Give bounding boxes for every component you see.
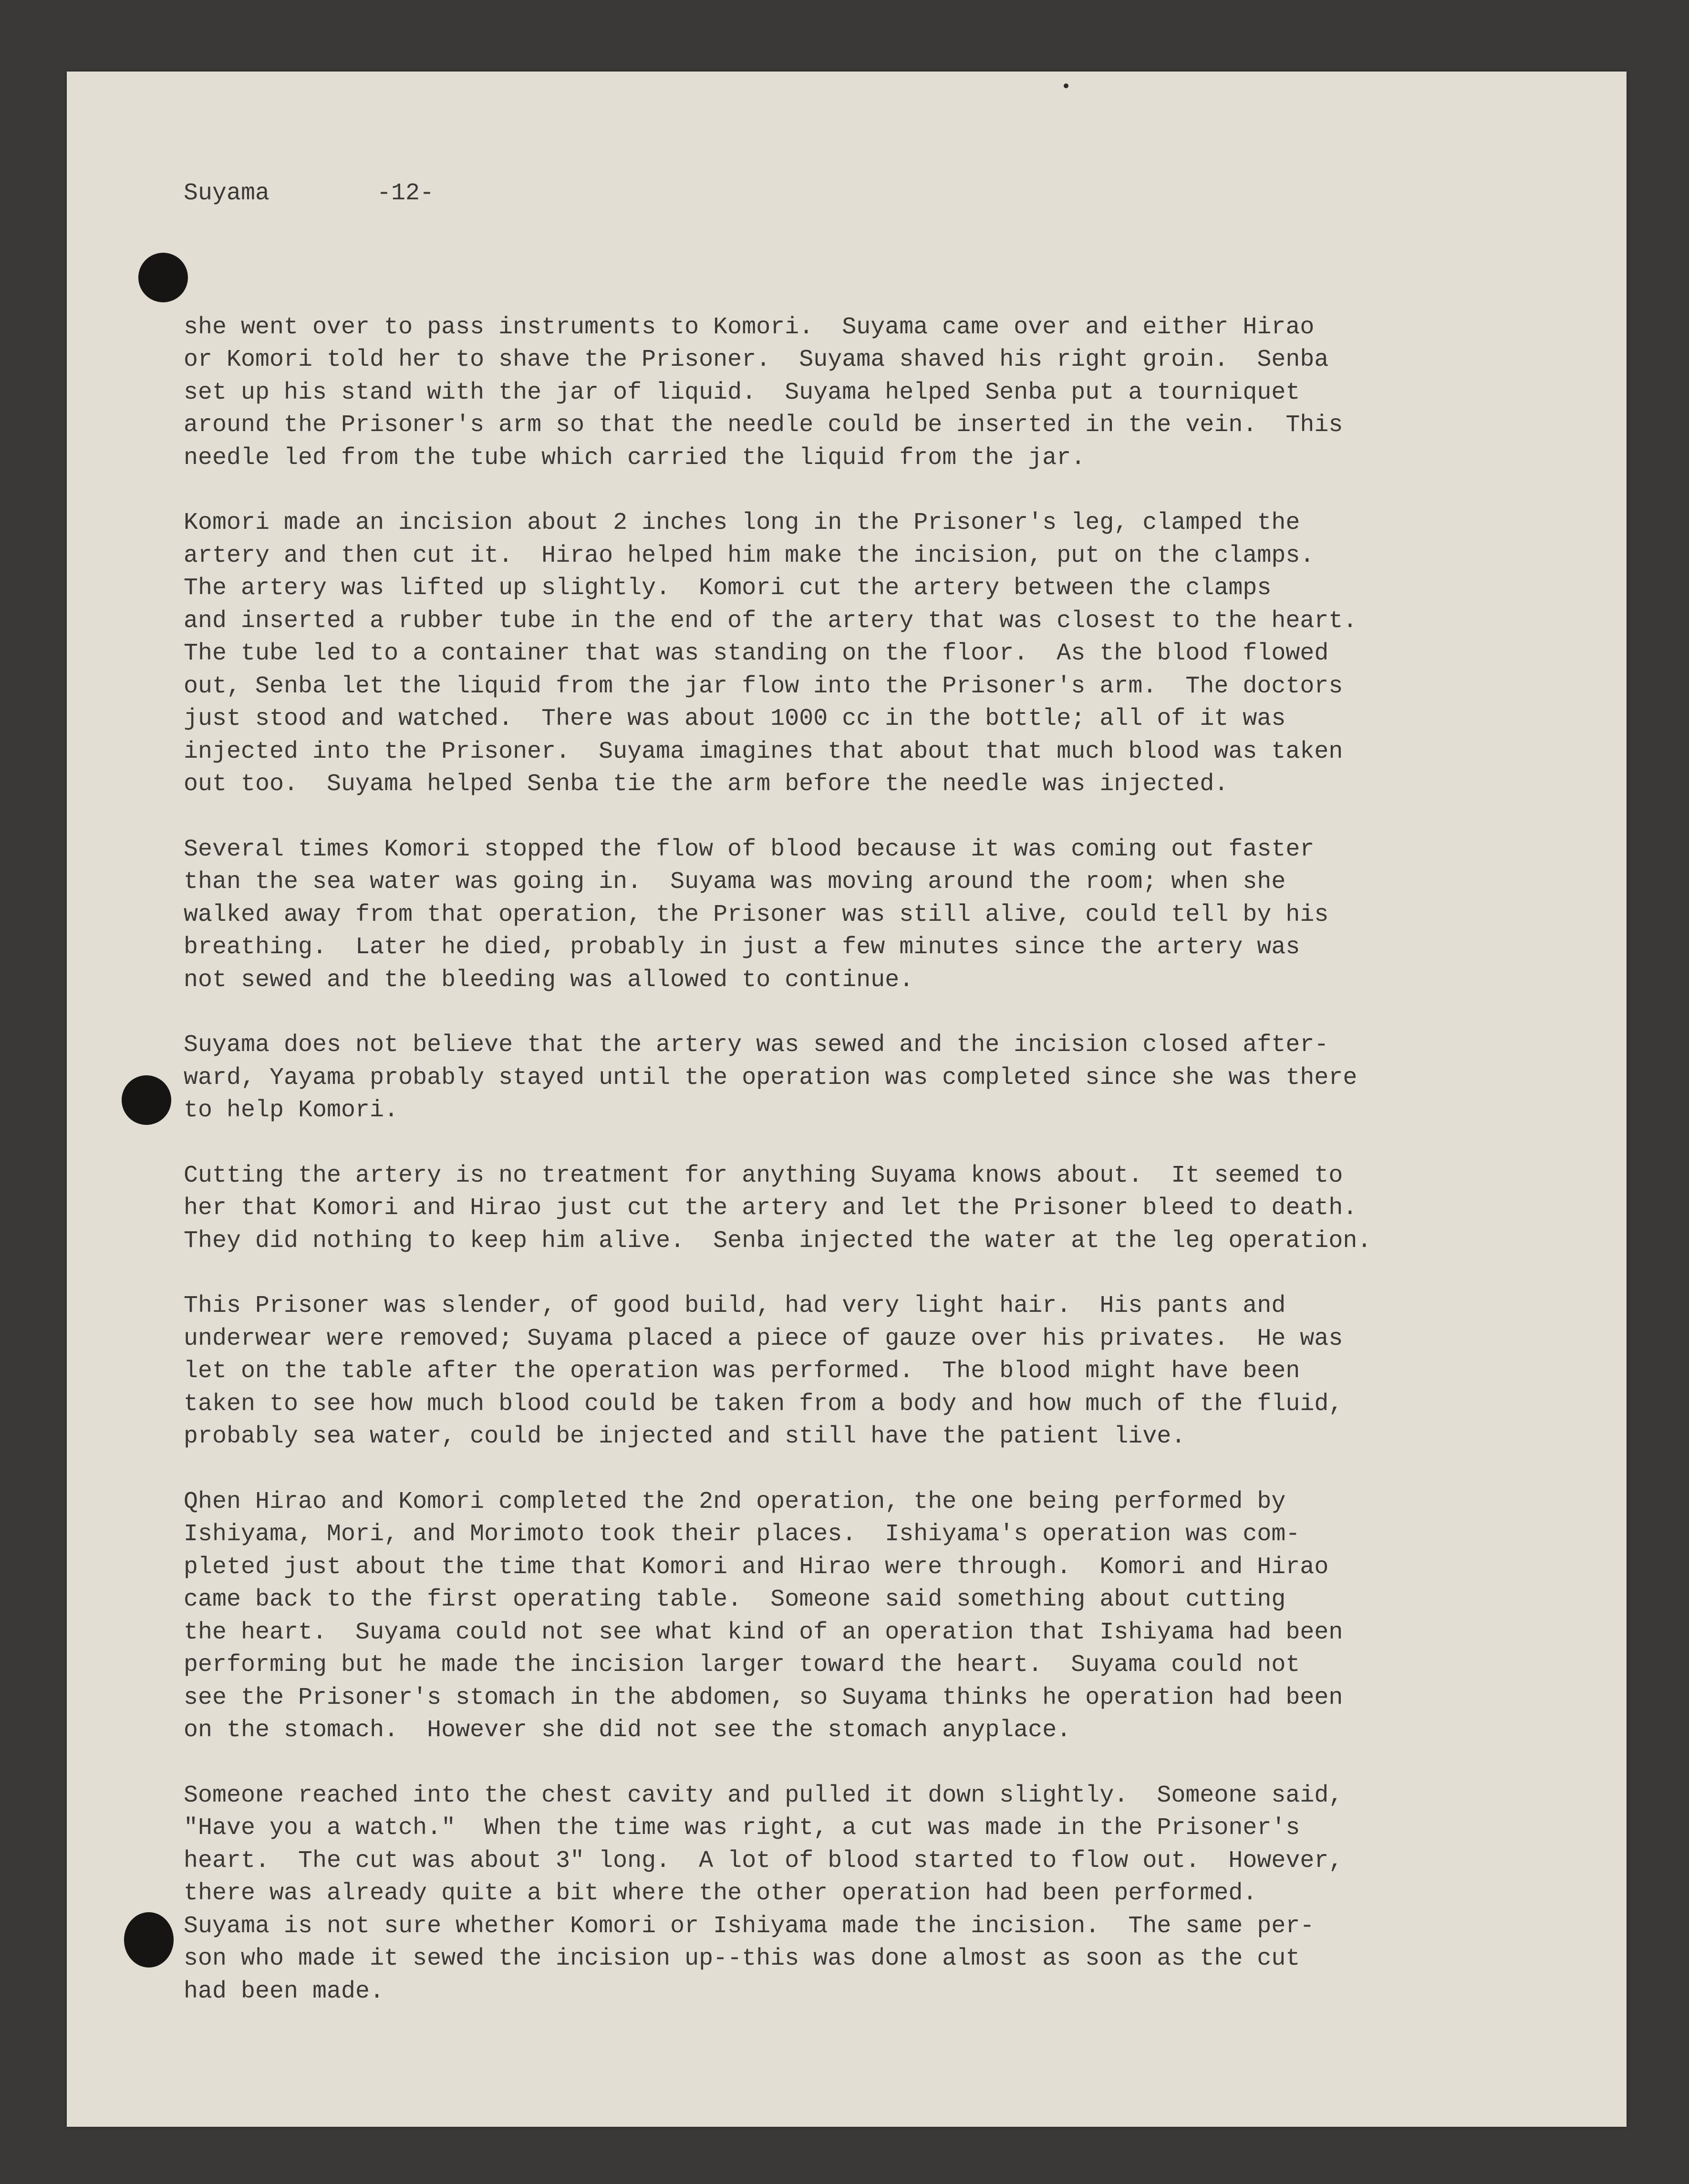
text-line: Cutting the artery is no treatment for anything Suyama knows about. It seemed to	[184, 1162, 1343, 1189]
text-line: pleted just about the time that Komori and Hirao were through. Komori and Hirao	[184, 1553, 1329, 1581]
text-line: to help Komori.	[184, 1097, 399, 1124]
text-line: her that Komori and Hirao just cut the artery and let the Prisoner bleed to death.	[184, 1195, 1357, 1222]
paragraph	[184, 1290, 1610, 1453]
paragraph	[184, 834, 1610, 997]
text-line: breathing. Later he died, probably in just a few minutes since the artery was	[184, 934, 1300, 961]
text-line: "Have you a watch." When the time was right, a cut was made in the Prisoner's	[184, 1814, 1300, 1842]
paragraph	[184, 1780, 1610, 2009]
text-line: Qhen Hirao and Komori completed the 2nd operation, the one being performed by	[184, 1488, 1286, 1515]
text-line: Komori made an incision about 2 inches long in the Prisoner's leg, clamped the	[184, 509, 1300, 536]
page-header	[184, 177, 1610, 210]
text-line: artery and then cut it. Hirao helped him make the incision, put on the clamps.	[184, 542, 1315, 569]
text-line: set up his stand with the jar of liquid. Suyama helped Senba put a tourniquet	[184, 379, 1300, 406]
text-line: taken to see how much blood could be taken from a body and how much of the fluid,	[184, 1390, 1343, 1418]
text-line: she went over to pass instruments to Komori. Suyama came over and either Hirao	[184, 313, 1315, 341]
text-line: performing but he made the incision larger toward the heart. Suyama could not	[184, 1651, 1300, 1679]
paragraph	[184, 1160, 1610, 1258]
text-line: They did nothing to keep him alive. Senba injected the water at the leg operation.	[184, 1227, 1372, 1255]
text-line: out, Senba let the liquid from the jar flow into the Prisoner's arm. The doctors	[184, 672, 1343, 700]
text-line: Several times Komori stopped the flow of blood because it was coming out faster	[184, 835, 1315, 863]
body-paragraphs	[184, 311, 1610, 2009]
paper-speck	[1064, 83, 1068, 88]
text-line: walked away from that operation, the Prisoner was still alive, could tell by his	[184, 901, 1329, 928]
text-line: This Prisoner was slender, of good build, had very light hair. His pants and	[184, 1292, 1286, 1319]
text-line: probably sea water, could be injected and still have the patient live.	[184, 1423, 1186, 1450]
text-line: out too. Suyama helped Senba tie the arm before the needle was injected.	[184, 771, 1229, 798]
paragraph	[184, 1486, 1610, 1747]
text-line: ward, Yayama probably stayed until the operation was completed since she was there	[184, 1064, 1357, 1092]
text-line: had been made.	[184, 1978, 384, 2005]
text-line: than the sea water was going in. Suyama was moving around the room; when she	[184, 868, 1286, 896]
punch-hole-top	[138, 253, 188, 302]
text-line: injected into the Prisoner. Suyama imagines that about that much blood was taken	[184, 738, 1343, 765]
page-number: -12-	[377, 180, 435, 207]
text-line: see the Prisoner's stomach in the abdomen, so Suyama thinks he operation had been	[184, 1684, 1343, 1711]
text-line: not sewed and the bleeding was allowed to continue.	[184, 966, 914, 994]
text-line: Suyama does not believe that the artery was sewed and the incision closed after-	[184, 1031, 1329, 1059]
text-line: Suyama is not sure whether Komori or Ishiyama made the incision. The same per-	[184, 1912, 1315, 1940]
paragraph	[184, 311, 1610, 475]
text-line: heart. The cut was about 3" long. A lot of blood started to flow out. However,	[184, 1847, 1343, 1875]
text-line: needle led from the tube which carried the liquid from the jar.	[184, 444, 1086, 472]
text-line: Someone reached into the chest cavity and pulled it down slightly. Someone said,	[184, 1782, 1343, 1809]
text-line: around the Prisoner's arm so that the needle could be inserted in the vein. This	[184, 412, 1343, 439]
punch-hole-middle	[122, 1075, 171, 1125]
text-line: son who made it sewed the incision up--this was done almost as soon as the cut	[184, 1945, 1300, 1972]
text-line: The artery was lifted up slightly. Komori cut the artery between the clamps	[184, 575, 1272, 602]
punch-hole-bottom	[124, 1912, 174, 1968]
text-line: on the stomach. However she did not see the stomach anyplace.	[184, 1717, 1071, 1744]
text-line: Ishiyama, Mori, and Morimoto took their places. Ishiyama's operation was com-	[184, 1521, 1300, 1548]
text-line: the heart. Suyama could not see what kind of an operation that Ishiyama had been	[184, 1618, 1343, 1646]
text-line: or Komori told her to shave the Prisoner. Suyama shaved his right groin. Senba	[184, 346, 1329, 373]
paragraph	[184, 1029, 1610, 1127]
text-line: came back to the first operating table. Someone said something about cutting	[184, 1586, 1286, 1613]
text-line: just stood and watched. There was about 1000 cc in the bottle; all of it was	[184, 705, 1286, 732]
text-line: let on the table after the operation was performed. The blood might have been	[184, 1358, 1300, 1385]
text-line: there was already quite a bit where the other operation had been performed.	[184, 1880, 1257, 1907]
text-line: underwear were removed; Suyama placed a piece of gauze over his privates. He was	[184, 1325, 1343, 1352]
text-line: The tube led to a container that was standing on the floor. As the blood flowed	[184, 640, 1329, 667]
header-name: Suyama	[184, 180, 270, 207]
typed-text	[184, 112, 1610, 2073]
paragraph	[184, 507, 1610, 801]
text-line: and inserted a rubber tube in the end of the artery that was closest to the heart.	[184, 607, 1357, 635]
